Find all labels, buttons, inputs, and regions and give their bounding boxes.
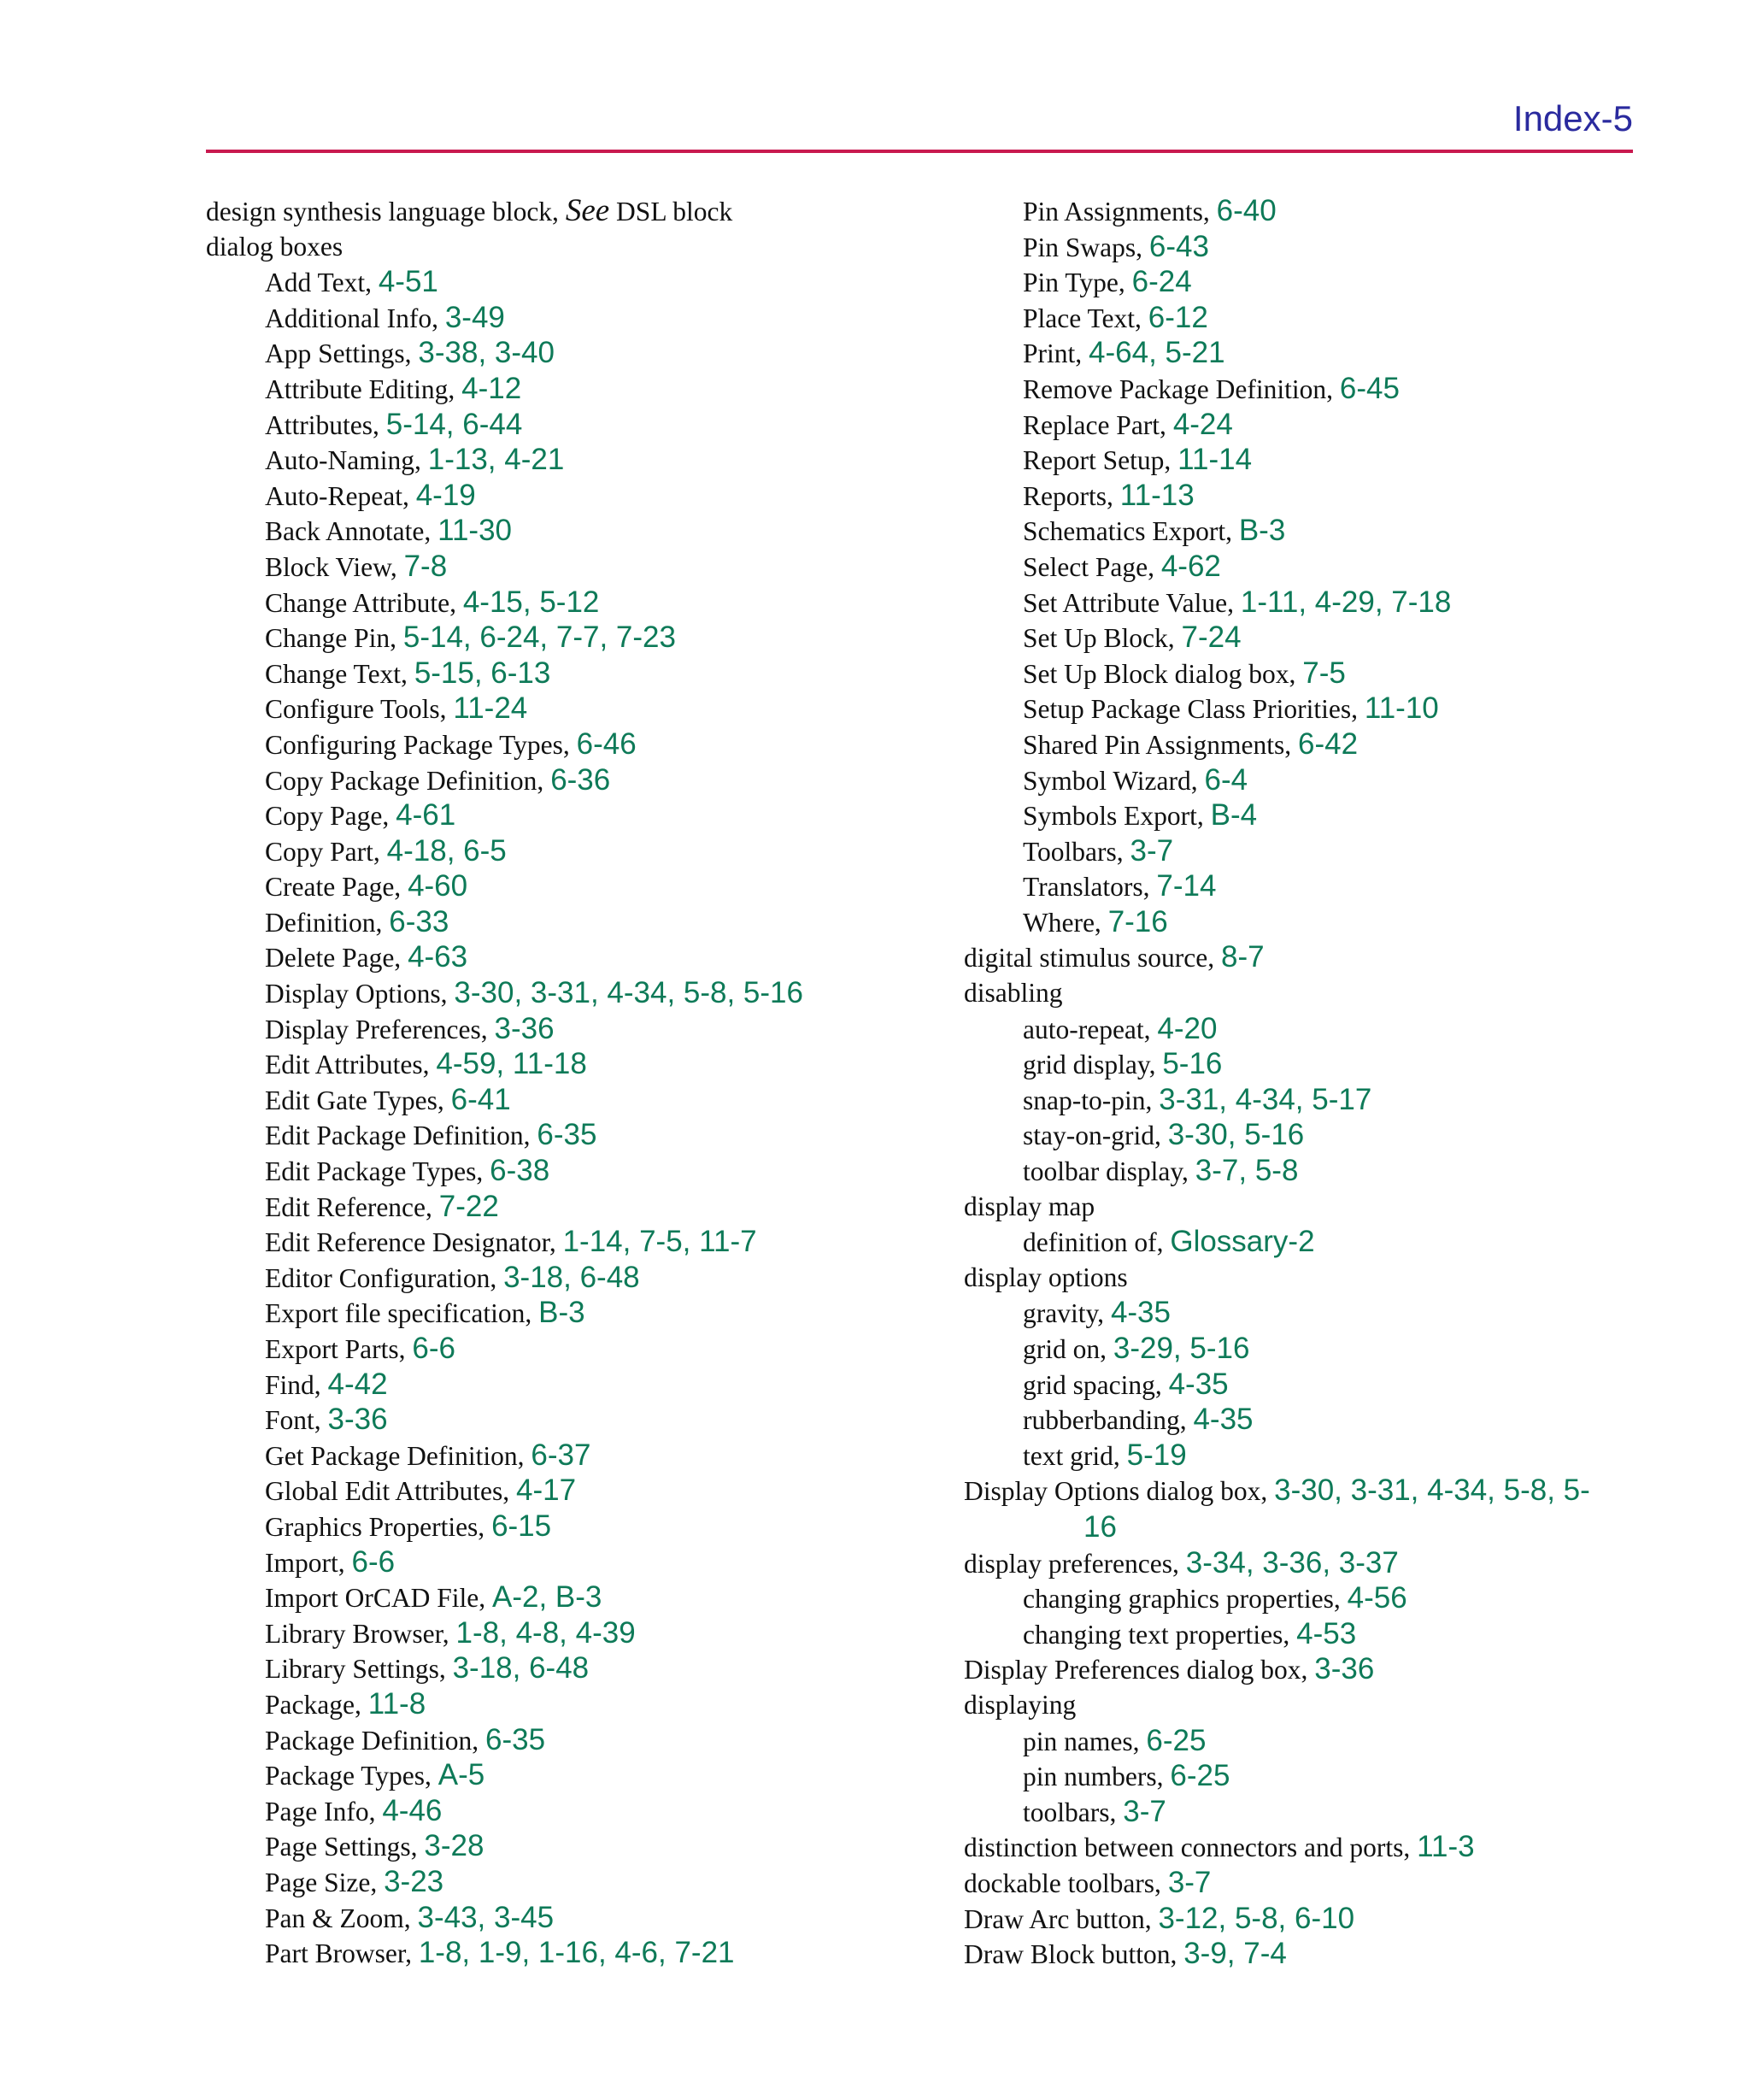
index-term: Display Preferences, xyxy=(265,1014,495,1044)
page-reference-link[interactable]: 4-62 xyxy=(1160,549,1221,583)
page-reference-link[interactable]: 4-18, 6-5 xyxy=(386,833,507,868)
index-subentry xyxy=(964,1082,1647,1118)
page-reference-link[interactable]: B-4 xyxy=(1210,798,1258,832)
index-term: design synthesis language block, xyxy=(206,197,566,226)
index-subentry xyxy=(964,904,1647,940)
index-term: Change Text, xyxy=(265,658,414,689)
page-reference-link-continued[interactable]: 16 xyxy=(1083,1509,1117,1544)
page-reference-link[interactable]: 11-30 xyxy=(438,514,512,548)
index-term: Draw Arc button, xyxy=(964,1903,1159,1934)
index-subentry xyxy=(206,975,941,1011)
index-subentry xyxy=(206,1935,941,1971)
index-subentry xyxy=(964,1153,1647,1189)
index-term: Pin Type, xyxy=(1023,268,1132,298)
index-term: Add Text, xyxy=(265,268,379,298)
index-subentry xyxy=(206,1757,941,1793)
index-term: Select Page, xyxy=(1023,551,1161,582)
index-term: Back Annotate, xyxy=(265,516,438,547)
page-reference-link[interactable]: 3-38, 3-40 xyxy=(418,336,555,370)
page-reference-link[interactable]: 4-20 xyxy=(1157,1011,1218,1045)
index-subentry xyxy=(964,585,1647,621)
page-reference-link[interactable]: 6-46 xyxy=(576,726,637,761)
index-subentry xyxy=(206,1153,941,1189)
page-reference-link[interactable]: 4-17 xyxy=(515,1474,577,1508)
index-term: Editor Configuration, xyxy=(265,1262,504,1293)
index-subentry xyxy=(206,478,941,514)
page-reference-link[interactable]: 5-15, 6-13 xyxy=(414,656,551,690)
index-term: Draw Block button, xyxy=(964,1939,1184,1970)
index-subentry xyxy=(206,1189,941,1225)
index-term: distinction between connectors and ports, xyxy=(964,1832,1418,1863)
index-entry xyxy=(964,1189,1647,1225)
index-term: Global Edit Attributes, xyxy=(265,1476,516,1507)
index-subentry xyxy=(206,762,941,798)
index-term: Block View, xyxy=(265,551,404,582)
index-subentry xyxy=(206,1579,941,1615)
page-reference-link[interactable]: 3-49 xyxy=(444,300,505,334)
index-term: App Settings, xyxy=(265,338,419,369)
index-term: Report Setup, xyxy=(1023,445,1178,476)
page-reference-link[interactable]: 3-28 xyxy=(424,1829,484,1863)
index-term: Library Settings, xyxy=(265,1654,453,1685)
index-term: Graphics Properties, xyxy=(265,1511,492,1542)
index-subentry xyxy=(964,620,1647,656)
index-subentry xyxy=(964,691,1647,726)
index-subentry xyxy=(964,1117,1647,1153)
index-subentry xyxy=(964,513,1647,549)
index-subentry xyxy=(964,1758,1647,1794)
page-number-label: Index-5 xyxy=(1512,98,1633,138)
index-term: auto-repeat, xyxy=(1023,1014,1158,1044)
page-reference-link[interactable]: 4-63 xyxy=(408,940,468,974)
index-term: Symbols Export, xyxy=(1023,801,1211,832)
index-term: Schematics Export, xyxy=(1023,516,1239,547)
index-term: Get Package Definition, xyxy=(265,1440,531,1471)
index-subentry xyxy=(206,726,941,762)
index-subentry xyxy=(206,1260,941,1296)
index-term: dialog boxes xyxy=(206,231,344,262)
index-subentry xyxy=(206,1011,941,1047)
index-term: Edit Reference, xyxy=(265,1191,439,1222)
page-reference-link[interactable]: 5-14, 6-24, 7-7, 7-23 xyxy=(402,621,676,655)
index-subentry xyxy=(206,1686,941,1722)
index-term: Copy Part, xyxy=(265,836,387,867)
index-entry xyxy=(964,1687,1647,1723)
page-reference-link[interactable]: A-2, B-3 xyxy=(491,1580,602,1615)
index-term: Edit Attributes, xyxy=(265,1050,437,1080)
index-subentry xyxy=(206,1438,941,1474)
index-term: stay-on-grid, xyxy=(1023,1121,1168,1151)
page-reference-link[interactable]: 5-19 xyxy=(1126,1438,1187,1472)
page-reference-link[interactable]: 4-61 xyxy=(396,798,456,832)
index-subentry xyxy=(206,300,941,336)
page-reference-link[interactable]: 5-16 xyxy=(1162,1047,1223,1081)
index-subentry xyxy=(206,585,941,621)
page-reference-link[interactable]: 4-60 xyxy=(408,869,468,903)
index-term: Edit Gate Types, xyxy=(265,1085,451,1115)
index-entry xyxy=(964,1545,1647,1581)
page-reference-link[interactable]: 3-43, 3-45 xyxy=(417,1900,555,1934)
index-subentry xyxy=(964,335,1647,371)
index-subentry xyxy=(206,868,941,904)
page-reference-link[interactable]: 11-8 xyxy=(367,1686,426,1721)
index-subentry xyxy=(964,868,1647,904)
index-term: display map xyxy=(964,1191,1095,1221)
index-subentry xyxy=(206,1722,941,1758)
index-subentry xyxy=(206,1295,941,1331)
index-term: Configuring Package Types, xyxy=(265,729,577,760)
index-term: Change Pin, xyxy=(265,623,403,654)
page-reference-link[interactable]: 11-3 xyxy=(1417,1830,1475,1864)
index-subentry xyxy=(206,833,941,869)
index-term: pin numbers, xyxy=(1023,1762,1171,1792)
page-reference-link[interactable]: 3-30, 3-31, 4-34, 5-8, 5-16 xyxy=(454,976,803,1010)
index-subentry xyxy=(206,1793,941,1829)
index-term: Copy Page, xyxy=(265,801,396,832)
index-term: Find, xyxy=(265,1369,328,1400)
index-subentry xyxy=(206,1900,941,1936)
page-reference-link[interactable]: 7-24 xyxy=(1181,621,1242,655)
index-term: Print, xyxy=(1023,338,1089,369)
index-term: Translators, xyxy=(1023,872,1157,903)
page-reference-link[interactable]: 6-36 xyxy=(550,762,611,797)
index-term: rubberbanding, xyxy=(1023,1405,1194,1436)
page-reference-link[interactable]: 3-34, 3-36, 3-37 xyxy=(1185,1545,1399,1579)
index-subentry xyxy=(964,1580,1647,1616)
page-reference-link[interactable]: 4-15, 5-12 xyxy=(462,585,600,619)
page-reference-link[interactable]: 3-9, 7-4 xyxy=(1183,1937,1287,1971)
page-reference-link[interactable]: 3-7 xyxy=(1123,1794,1166,1828)
index-subentry xyxy=(206,1509,941,1544)
page-reference-link[interactable]: 6-6 xyxy=(351,1544,396,1579)
page-reference-link[interactable]: 1-8, 1-9, 1-16, 4-6, 7-21 xyxy=(418,1936,735,1970)
index-subentry xyxy=(964,1295,1647,1331)
index-term: Part Browser, xyxy=(265,1938,419,1969)
page-reference-link[interactable]: 3-23 xyxy=(384,1864,444,1898)
index-entry xyxy=(964,1473,1647,1544)
index-entry xyxy=(206,229,941,265)
index-term: Edit Reference Designator, xyxy=(265,1227,563,1258)
index-term: Shared Pin Assignments, xyxy=(1023,729,1299,760)
index-subentry xyxy=(964,726,1647,762)
page-reference-link[interactable]: 4-59, 11-18 xyxy=(436,1047,587,1081)
index-term: Configure Tools, xyxy=(265,694,454,725)
page-reference-link[interactable]: 6-35 xyxy=(537,1118,597,1152)
index-term: definition of, xyxy=(1023,1227,1171,1258)
index-term: Package, xyxy=(265,1689,368,1720)
index-subentry xyxy=(964,407,1647,443)
index-subentry xyxy=(964,264,1647,300)
index-term: Font, xyxy=(265,1405,328,1436)
index-term: Display Preferences dialog box, xyxy=(964,1655,1315,1685)
page-reference-link[interactable]: 5-14, 6-44 xyxy=(385,407,523,441)
index-subentry xyxy=(964,762,1647,798)
index-entry xyxy=(964,1865,1647,1901)
page-reference-link[interactable]: 4-35 xyxy=(1168,1367,1229,1401)
index-entry xyxy=(964,1936,1647,1972)
index-term: changing text properties, xyxy=(1023,1619,1297,1650)
page-reference-link[interactable]: 6-43 xyxy=(1148,229,1209,263)
index-subentry xyxy=(206,1117,941,1153)
index-subentry xyxy=(964,300,1647,336)
index-term: digital stimulus source, xyxy=(964,943,1221,974)
index-subentry xyxy=(206,1367,941,1403)
page-reference-link[interactable]: 6-40 xyxy=(1216,194,1277,227)
index-subentry xyxy=(964,1046,1647,1082)
index-term: Edit Package Definition, xyxy=(265,1121,537,1151)
index-term: Export Parts, xyxy=(265,1334,413,1364)
page-reference-link[interactable]: 3-36 xyxy=(1314,1652,1375,1686)
page-reference-link[interactable]: 4-35 xyxy=(1110,1296,1171,1330)
index-subentry xyxy=(206,691,941,726)
index-subentry xyxy=(964,1794,1647,1830)
page-reference-link[interactable]: 3-18, 6-48 xyxy=(503,1260,640,1294)
page-reference-link[interactable]: 4-53 xyxy=(1296,1616,1357,1650)
index-subentry xyxy=(206,1473,941,1509)
index-term: toolbars, xyxy=(1023,1797,1124,1827)
page-reference-link[interactable]: 1-14, 7-5, 11-7 xyxy=(562,1225,757,1259)
index-term: Export file specification, xyxy=(265,1298,539,1329)
page-reference-link[interactable]: 1-11, 4-29, 7-18 xyxy=(1240,585,1452,619)
index-term: Auto-Naming, xyxy=(265,445,428,476)
index-term: Library Browser, xyxy=(265,1618,456,1649)
page-reference-link[interactable]: 3-12, 5-8, 6-10 xyxy=(1158,1901,1355,1935)
page-reference-link[interactable]: 6-15 xyxy=(491,1509,552,1543)
index-term: Replace Part, xyxy=(1023,409,1173,440)
index-entry xyxy=(206,193,941,229)
index-subentry xyxy=(206,335,941,371)
index-subentry xyxy=(206,442,941,478)
page-reference-link[interactable]: B-3 xyxy=(538,1296,585,1330)
index-term: displaying xyxy=(964,1689,1077,1720)
index-subentry xyxy=(964,478,1647,514)
page-reference-link[interactable]: 6-38 xyxy=(490,1154,550,1188)
page-reference-link[interactable]: 1-13, 4-21 xyxy=(427,443,565,477)
page-reference-link[interactable]: 3-7 xyxy=(1167,1865,1212,1899)
index-term: disabling xyxy=(964,978,1063,1009)
page-reference-link[interactable]: 3-30, 5-16 xyxy=(1167,1118,1305,1152)
index-subentry xyxy=(206,1544,941,1580)
page-reference-link[interactable]: 6-24 xyxy=(1131,265,1192,299)
index-subentry xyxy=(964,371,1647,407)
page-reference-link[interactable]: 1-8, 4-8, 4-39 xyxy=(455,1615,636,1650)
index-term: snap-to-pin, xyxy=(1023,1085,1160,1115)
index-term: Additional Info, xyxy=(265,303,445,333)
page-reference-link[interactable]: 6-6 xyxy=(412,1332,455,1365)
index-subentry xyxy=(206,620,941,656)
index-term: Pan & Zoom, xyxy=(265,1903,418,1933)
page-reference-link[interactable]: 4-42 xyxy=(327,1367,388,1401)
page-reference-link[interactable]: 6-41 xyxy=(450,1082,511,1116)
page-reference-link[interactable]: 3-18, 6-48 xyxy=(452,1651,590,1685)
index-term: Place Text, xyxy=(1023,303,1148,333)
index-entry xyxy=(964,1260,1647,1296)
index-term: Package Types, xyxy=(265,1761,438,1791)
index-column-right xyxy=(964,193,1647,1972)
page-reference-link[interactable]: 11-14 xyxy=(1177,443,1253,477)
index-subentry xyxy=(964,1402,1647,1438)
index-term: Change Attribute, xyxy=(265,587,463,618)
page-reference-link[interactable]: 6-45 xyxy=(1339,371,1400,405)
page-reference-link[interactable]: 3-36 xyxy=(327,1403,388,1437)
page-reference-link[interactable]: 3-7, 5-8 xyxy=(1195,1154,1299,1188)
index-term: Setup Package Class Priorities, xyxy=(1023,694,1365,725)
page-reference-link[interactable]: 6-4 xyxy=(1204,762,1248,797)
index-term: display options xyxy=(964,1262,1128,1292)
index-subentry xyxy=(964,797,1647,833)
index-entry xyxy=(964,1829,1647,1865)
page-reference-link[interactable]: 6-33 xyxy=(389,904,449,938)
index-subentry xyxy=(964,833,1647,869)
index-term: Symbol Wizard, xyxy=(1023,765,1205,796)
index-term: Display Options dialog box, xyxy=(964,1476,1275,1507)
index-subentry xyxy=(206,797,941,833)
page-reference-link[interactable]: 4-35 xyxy=(1193,1403,1254,1437)
index-subentry xyxy=(206,1046,941,1082)
page-reference-link[interactable]: 6-37 xyxy=(531,1438,591,1472)
index-term: Pin Swaps, xyxy=(1023,232,1149,262)
index-term: Delete Page, xyxy=(265,943,408,974)
index-term: Create Page, xyxy=(265,872,408,903)
page-reference-link[interactable]: Glossary-2 xyxy=(1170,1225,1315,1259)
index-term: Attribute Editing, xyxy=(265,374,462,404)
index-term: Page Settings, xyxy=(265,1832,425,1862)
page-reference-link[interactable]: 7-16 xyxy=(1107,904,1168,938)
see-target: DSL block xyxy=(609,197,733,226)
index-term: Where, xyxy=(1023,907,1108,938)
page-reference-link[interactable]: 3-7 xyxy=(1130,833,1174,868)
index-term: display preferences, xyxy=(964,1548,1186,1579)
index-entry xyxy=(964,975,1647,1011)
page-reference-link[interactable]: 11-24 xyxy=(453,691,528,726)
index-term: dockable toolbars, xyxy=(964,1868,1168,1898)
index-term: grid on, xyxy=(1023,1334,1113,1364)
index-term: Toolbars, xyxy=(1023,836,1130,867)
index-term: Definition, xyxy=(265,907,390,938)
index-subentry xyxy=(206,549,941,585)
index-term: Edit Package Types, xyxy=(265,1156,490,1187)
page-reference-link[interactable]: 7-22 xyxy=(438,1189,499,1223)
index-term: Set Attribute Value, xyxy=(1023,587,1241,618)
index-subentry xyxy=(964,656,1647,691)
index-subentry xyxy=(206,1864,941,1900)
index-subentry xyxy=(206,1082,941,1118)
index-entry xyxy=(964,939,1647,975)
see-reference: See xyxy=(565,193,610,228)
page-reference-link[interactable]: 8-7 xyxy=(1220,940,1265,974)
index-subentry xyxy=(964,1438,1647,1474)
index-term: Pin Assignments, xyxy=(1023,197,1217,226)
index-term: grid display, xyxy=(1023,1050,1163,1080)
index-term: Page Size, xyxy=(265,1867,385,1897)
index-subentry xyxy=(206,264,941,300)
page-reference-link[interactable]: 6-25 xyxy=(1170,1759,1230,1793)
index-term: changing graphics properties, xyxy=(1023,1584,1348,1615)
index-subentry xyxy=(206,1402,941,1438)
index-subentry xyxy=(206,1224,941,1260)
index-subentry xyxy=(964,1011,1647,1047)
index-term: Set Up Block, xyxy=(1023,623,1182,654)
index-subentry xyxy=(206,1828,941,1864)
index-subentry xyxy=(964,1367,1647,1403)
page-reference-link[interactable]: A-5 xyxy=(438,1758,485,1792)
page-reference-link[interactable]: 4-24 xyxy=(1172,407,1233,441)
page-reference-link[interactable]: 11-10 xyxy=(1364,691,1439,726)
index-subentry xyxy=(964,1616,1647,1652)
page-reference-link[interactable]: 6-42 xyxy=(1298,726,1359,761)
page-reference-link[interactable]: 6-12 xyxy=(1148,300,1208,334)
page-reference-link[interactable]: 3-30, 3-31, 4-34, 5-8, 5- xyxy=(1274,1474,1590,1508)
index-subentry xyxy=(206,513,941,549)
index-subentry xyxy=(206,1331,941,1367)
page-reference-link[interactable]: 4-51 xyxy=(378,265,438,299)
page-reference-link[interactable]: 6-25 xyxy=(1146,1723,1207,1757)
index-subentry xyxy=(206,939,941,975)
page-reference-link[interactable]: 4-46 xyxy=(382,1793,443,1827)
page-reference-link[interactable]: 4-56 xyxy=(1347,1581,1407,1615)
index-subentry xyxy=(964,442,1647,478)
index-term: grid spacing, xyxy=(1023,1369,1169,1400)
page-reference-link[interactable]: 4-64, 5-21 xyxy=(1089,336,1225,370)
index-subentry xyxy=(206,904,941,940)
index-subentry xyxy=(964,1331,1647,1367)
index-subentry xyxy=(206,371,941,407)
index-subentry xyxy=(964,229,1647,265)
index-subentry xyxy=(206,407,941,443)
index-subentry xyxy=(206,656,941,691)
index-term: gravity, xyxy=(1023,1298,1111,1329)
index-subentry xyxy=(206,1650,941,1686)
page-reference-link[interactable]: B-3 xyxy=(1238,514,1286,548)
index-subentry xyxy=(964,193,1647,229)
page-reference-link[interactable]: 7-8 xyxy=(403,549,448,583)
page-reference-link[interactable]: 3-29, 5-16 xyxy=(1113,1332,1250,1365)
page-reference-link[interactable]: 3-36 xyxy=(494,1011,555,1045)
index-term: toolbar display, xyxy=(1023,1156,1195,1187)
page-reference-link[interactable]: 6-35 xyxy=(485,1722,546,1756)
index-term: Remove Package Definition, xyxy=(1023,374,1340,404)
index-term: Auto-Repeat, xyxy=(265,480,416,511)
page-reference-link[interactable]: 3-31, 4-34, 5-17 xyxy=(1159,1082,1372,1116)
index-subentry xyxy=(964,1224,1647,1260)
index-term: Set Up Block dialog box, xyxy=(1023,658,1303,689)
index-term: Page Info, xyxy=(265,1796,383,1826)
header-rule xyxy=(206,150,1633,153)
index-term: Import, xyxy=(265,1547,352,1578)
index-term: Display Options, xyxy=(265,979,455,1009)
index-term: Import OrCAD File, xyxy=(265,1583,492,1614)
index-subentry xyxy=(206,1615,941,1651)
index-term: Reports, xyxy=(1023,480,1120,511)
page-reference-link[interactable]: 4-12 xyxy=(461,371,522,405)
index-term: Copy Package Definition, xyxy=(265,765,551,796)
index-term: pin names, xyxy=(1023,1726,1147,1756)
index-entry xyxy=(964,1651,1647,1687)
index-term: Package Definition, xyxy=(265,1725,486,1756)
page-reference-link[interactable]: 4-19 xyxy=(415,478,476,512)
index-subentry xyxy=(964,549,1647,585)
index-entry xyxy=(964,1901,1647,1937)
index-column-left xyxy=(206,193,941,1971)
page-reference-link[interactable]: 7-14 xyxy=(1156,869,1217,903)
index-term: Attributes, xyxy=(265,409,386,440)
index-term: text grid, xyxy=(1023,1440,1127,1471)
page-reference-link[interactable]: 7-5 xyxy=(1302,656,1346,690)
page-reference-link[interactable]: 11-13 xyxy=(1119,478,1195,512)
index-subentry xyxy=(964,1723,1647,1759)
